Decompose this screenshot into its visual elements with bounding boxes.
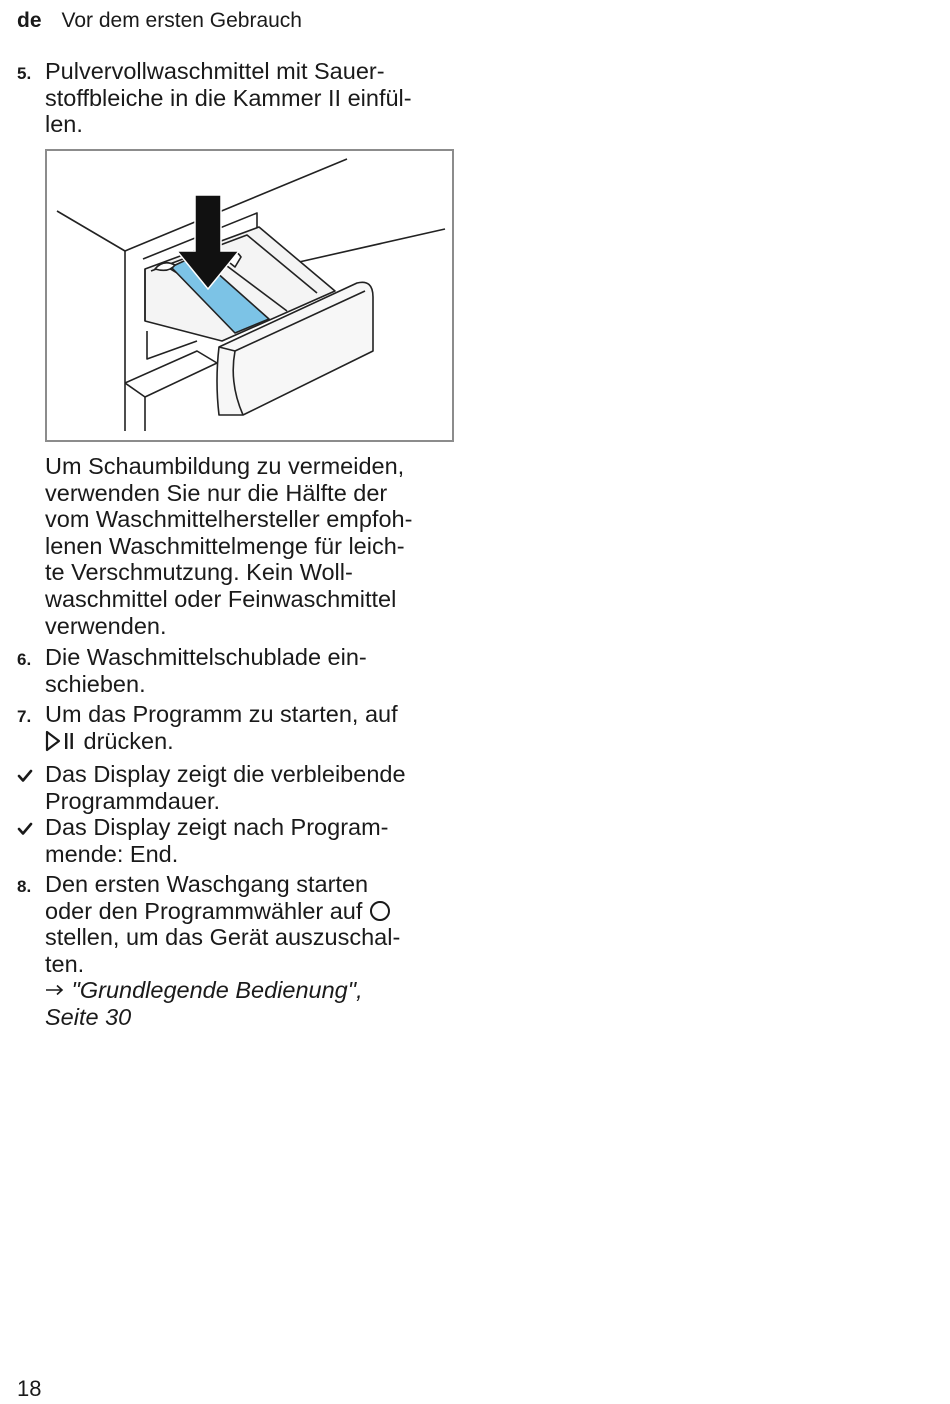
language-code: de [17, 9, 42, 32]
note-paragraph: Um Schaumbildung zu vermeiden, verwenden Sie nur die Hälfte der vom Waschmittelhersteller empfoh- lenen Waschmittelmenge für leich- te Verschmutzung. Kein Woll- waschmittel oder Feinwaschmittel verwenden. [45, 453, 413, 639]
step-number-7: 7. [17, 707, 32, 726]
page-number: 18 [17, 1376, 42, 1401]
step-7-line-2: drücken. [45, 728, 398, 755]
step-number-8: 8. [17, 877, 32, 896]
page-reference[interactable]: "Grundlegende Bedienung", [45, 977, 400, 1004]
checkmark-icon [17, 821, 33, 837]
step-number-6: 6. [17, 650, 32, 669]
step-8-text: Den ersten Waschgang starten oder den Programmwähler auf stellen, um das Gerät auszuschal- ten. "Grundlegende Bedienung", Seite 30 [45, 871, 401, 1030]
step-6-text: Die Waschmittelschublade ein- schieben. [45, 644, 367, 697]
section-title: Vor dem ersten Gebrauch [61, 9, 302, 32]
page-reference-page[interactable]: Seite 30 [45, 1003, 132, 1030]
step-8-line-2: oder den Programmwähler auf [45, 898, 400, 925]
step-5-text: Pulvervollwaschmittel mit Sauer- stoffbleiche in die Kammer II einfül- len. [45, 58, 412, 138]
page-header [17, 8, 302, 34]
circle-off-icon [369, 900, 391, 922]
result-2-text: Das Display zeigt nach Program- mende: End. [45, 814, 389, 867]
arrow-right-icon [45, 983, 65, 997]
detergent-drawer-illustration [45, 149, 454, 442]
step-number-5: 5. [17, 64, 32, 83]
result-1-text: Das Display zeigt die verbleibende Programmdauer. [45, 761, 406, 814]
play-pause-icon [45, 730, 77, 752]
checkmark-icon [17, 768, 33, 784]
step-7-text: Um das Programm zu starten, auf drücken. [45, 701, 398, 754]
